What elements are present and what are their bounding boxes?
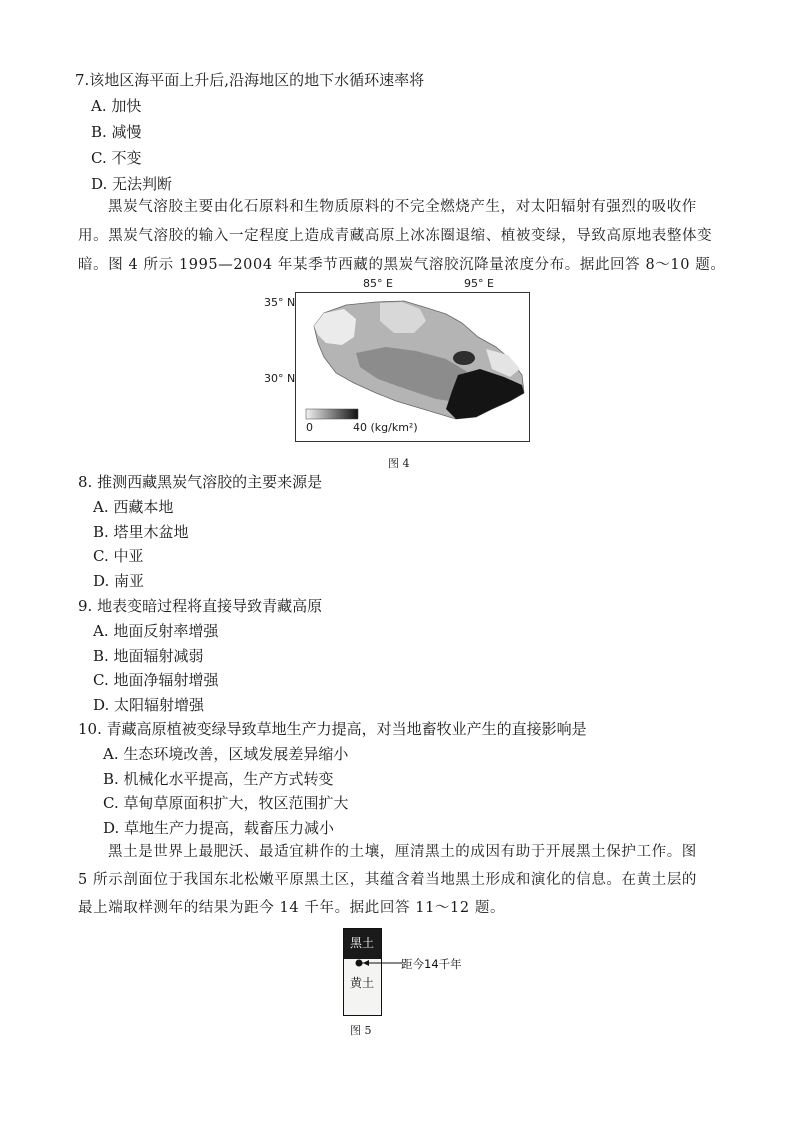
tibet-black-carbon-map (295, 292, 530, 442)
question-10-option-c: C. 草甸草原面积扩大，牧区范围扩大 (103, 794, 349, 812)
high-concentration-lake-area (453, 351, 475, 365)
figure-4-caption: 图 4 (388, 457, 410, 470)
question-8-stem: 8. 推测西藏黑炭气溶胶的主要来源是 (78, 473, 323, 491)
passage-2-line-2: 5 所示剖面位于我国东北松嫩平原黑土区，其蕴含着当地黑土形成和演化的信息。在黄土层的 (78, 872, 698, 888)
map-graphic (296, 293, 529, 441)
question-8-option-d: D. 南亚 (93, 572, 145, 590)
question-7-option-a: A. 加快 (91, 97, 142, 115)
passage-1-line-2: 用。黑炭气溶胶的输入一定程度上造成青藏高原上冰冻圈退缩、植被变绿，导致高原地表整体变 (78, 228, 713, 244)
question-10-stem: 10. 青藏高原植被变绿导致草地生产力提高，对当地畜牧业产生的直接影响是 (78, 720, 587, 738)
question-10-option-a: A. 生态环境改善，区域发展差异缩小 (103, 745, 349, 763)
question-9-option-b: B. 地面辐射减弱 (93, 647, 204, 665)
question-10-option-d: D. 草地生产力提高，载畜压力减小 (103, 819, 335, 837)
question-7-option-d: D. 无法判断 (91, 175, 173, 193)
soil-profile-column (343, 928, 382, 1016)
passage-1-line-1: 黑炭气溶胶主要由化石原料和生物质原料的不完全燃烧产生，对太阳辐射有强烈的吸收作 (108, 199, 697, 215)
question-9-option-a: A. 地面反射率增强 (93, 622, 219, 640)
question-7-option-b: B. 减慢 (91, 123, 142, 141)
figure-5-caption: 图 5 (350, 1024, 372, 1037)
question-7-stem: 7.该地区海平面上升后,沿海地区的地下水循环速率将 (75, 71, 425, 89)
question-9-option-c: C. 地面净辐射增强 (93, 671, 219, 689)
legend-min-label: 0 (306, 421, 313, 434)
arrow-head (363, 960, 369, 966)
sample-point-dot (356, 960, 363, 967)
lon-label-95e: 95° E (464, 277, 494, 290)
black-soil-label: 黑土 (350, 936, 375, 950)
legend-gradient-bar (306, 409, 358, 419)
question-7-option-c: C. 不变 (91, 149, 142, 167)
question-8-option-a: A. 西藏本地 (93, 498, 174, 516)
question-8-option-b: B. 塔里木盆地 (93, 523, 189, 541)
sample-age-label: 距今14千年 (401, 957, 462, 971)
passage-2-line-3: 最上端取样测年的结果为距今 14 千年。据此回答 11～12 题。 (78, 900, 506, 916)
passage-2-line-1: 黑土是世界上最肥沃、最适宜耕作的土壤，厘清黑土的成因有助于开展黑土保护工作。图 (108, 844, 697, 860)
loess-label: 黄土 (350, 976, 375, 990)
lon-label-85e: 85° E (363, 277, 393, 290)
legend-max-label: 40 (kg/km²) (353, 421, 418, 434)
passage-1-line-3: 暗。图 4 所示 1995—2004 年某季节西藏的黑炭气溶胶沉降量浓度分布。据此回答 8～10 题。 (78, 257, 726, 273)
question-9-option-d: D. 太阳辐射增强 (93, 696, 205, 714)
sample-marker-arrow (350, 956, 406, 970)
lat-label-30n: 30° N (264, 372, 296, 385)
question-10-option-b: B. 机械化水平提高，生产方式转变 (103, 770, 334, 788)
question-8-option-c: C. 中亚 (93, 547, 144, 565)
lat-label-35n: 35° N (264, 296, 296, 309)
question-9-stem: 9. 地表变暗过程将直接导致青藏高原 (78, 597, 323, 615)
